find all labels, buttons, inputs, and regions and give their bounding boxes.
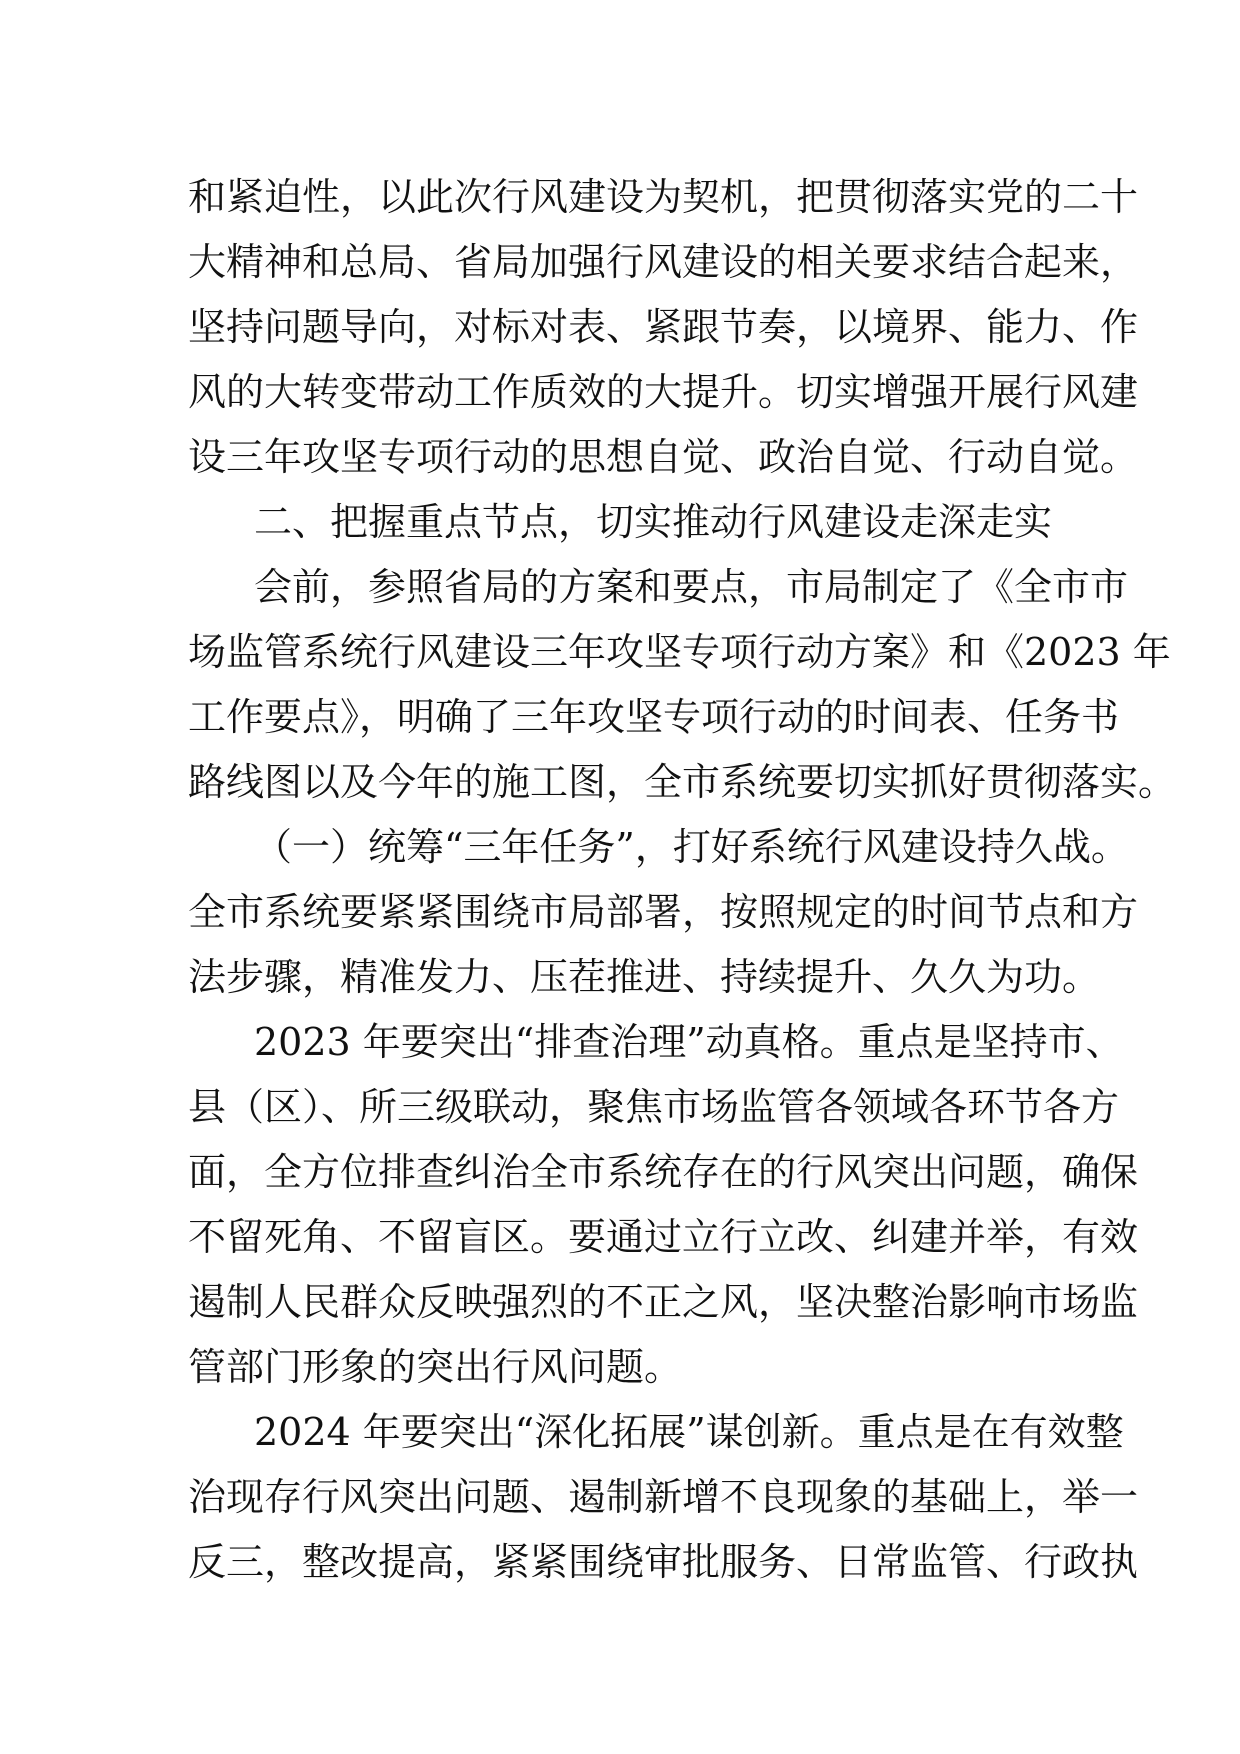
text-line: 遏制人民群众反映强烈的不正之风，坚决整治影响市场监	[188, 1280, 1139, 1324]
text-line: 管部门形象的突出行风问题。	[188, 1345, 683, 1389]
document-body	[188, 165, 1177, 1595]
text-line: 场监管系统行风建设三年攻坚专项行动方案》和《2023 年	[188, 630, 1171, 674]
text-line: 坚持问题导向，对标对表、紧跟节奏，以境界、能力、作	[188, 305, 1139, 349]
text-line: 设三年攻坚专项行动的思想自觉、政治自觉、行动自觉。	[188, 435, 1139, 479]
text-line: 大精神和总局、省局加强行风建设的相关要求结合起来，	[188, 240, 1139, 284]
text-line: 全市系统要紧紧围绕市局部署，按照规定的时间节点和方	[188, 890, 1139, 934]
text-line: 县（区）、所三级联动，聚焦市场监管各领域各环节各方	[188, 1085, 1120, 1129]
text-line: 和紧迫性，以此次行风建设为契机，把贯彻落实党的二十	[188, 175, 1139, 219]
subsection-heading: （一）统筹“三年任务”，打好系统行风建设持久战。	[254, 825, 1129, 869]
text-line: 治现存行风突出问题、遏制新增不良现象的基础上，举一	[188, 1475, 1139, 1519]
text-line: 路线图以及今年的施工图，全市系统要切实抓好贯彻落实。	[188, 760, 1177, 804]
section-heading: 二、把握重点节点，切实推动行风建设走深走实	[254, 500, 1053, 544]
text-line: 法步骤，精准发力、压茬推进、持续提升、久久为功。	[188, 955, 1101, 999]
paragraph-start-line: 2024 年要突出“深化拓展”谋创新。重点是在有效整	[254, 1410, 1124, 1454]
text-line: 工作要点》，明确了三年攻坚专项行动的时间表、任务书	[188, 695, 1120, 739]
text-line: 面，全方位排查纠治全市系统存在的行风突出问题，确保	[188, 1150, 1139, 1194]
text-line: 风的大转变带动工作质效的大提升。切实增强开展行风建	[188, 370, 1139, 414]
text-line: 不留死角、不留盲区。要通过立行立改、纠建并举，有效	[188, 1215, 1139, 1259]
text-line: 反三，整改提高，紧紧围绕审批服务、日常监管、行政执	[188, 1540, 1139, 1584]
paragraph-start-line: 会前，参照省局的方案和要点，市局制定了《全市市	[254, 565, 1129, 609]
paragraph-start-line: 2023 年要突出“排查治理”动真格。重点是坚持市、	[254, 1020, 1124, 1064]
